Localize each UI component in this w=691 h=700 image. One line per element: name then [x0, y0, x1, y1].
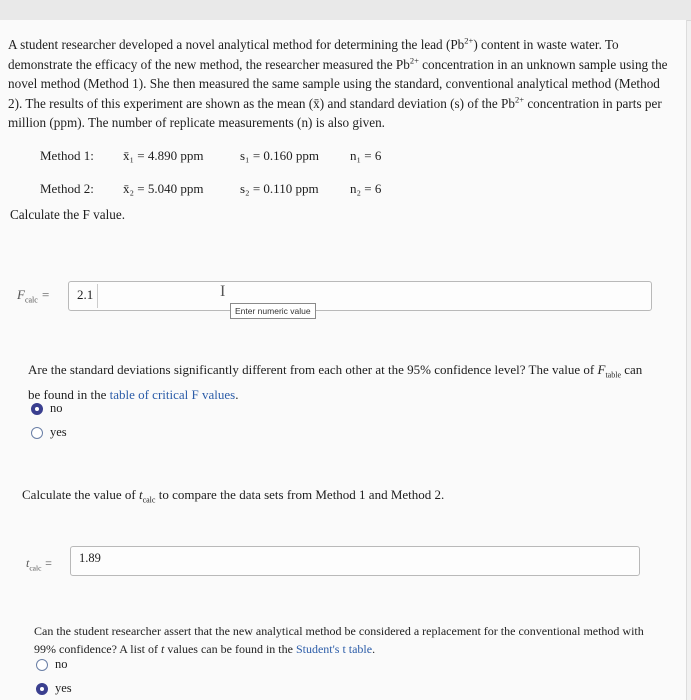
- sd-significance-question: Are the standard deviations significantly different from each other at the 95% confidence level? The value of $F_{table}$ can be found in the table of critical F values.: [28, 362, 643, 402]
- radio-unselected-icon[interactable]: [31, 427, 43, 439]
- input-divider: [97, 284, 98, 308]
- t-prompt: Calculate the value of $t_{calc}$ to compare the data sets from Method 1 and Method 2.: [22, 487, 445, 505]
- f-calc-label: $F_{calc}$ =: [17, 287, 50, 305]
- input-tooltip: Enter numeric value: [230, 303, 316, 319]
- radio-selected-icon[interactable]: [36, 683, 48, 695]
- f-calc-input[interactable]: [68, 281, 652, 311]
- sd-value: s₁ = 0.160 ppm: [240, 148, 320, 163]
- t-calc-label: $t_{calc}$ =: [26, 556, 53, 573]
- problem-statement: A student researcher developed a novel analytical method for determining the lead $(Pb^{2+})$ content in waste water. To demonstrate the efficacy of the new method, the researcher measured the $Pb^{2+}$ concentration in an unknown sample using the novel method (Method 1). She then measured the same sample using the standard, conventional analytical method (Method 2). The results of this experiment are shown as the mean (x̄) and standard deviation (s) of the $Pb^{2+}$ concentration in parts per million (ppm). The number of replicate measurements (n) is also given.: [8, 35, 668, 130]
- radio-unselected-icon[interactable]: [36, 659, 48, 671]
- n-value: n₂ = 6: [350, 181, 382, 196]
- method-label: Method 1:: [40, 148, 94, 163]
- top-strip: [0, 0, 691, 21]
- radio-option-no[interactable]: no: [31, 401, 63, 416]
- critical-f-table-link[interactable]: table of critical F values: [109, 386, 236, 402]
- text-cursor-icon: I: [220, 283, 226, 300]
- students-t-table-link[interactable]: Student's t table: [295, 642, 373, 656]
- method-label: Method 2:: [40, 181, 94, 196]
- radio-option-yes[interactable]: yes: [31, 425, 67, 440]
- t-calc-input[interactable]: [70, 546, 640, 576]
- mean-value: x̄₁ = 4.890 ppm: [123, 148, 204, 163]
- f-calc-value[interactable]: 2.1: [77, 287, 94, 302]
- t-calc-value[interactable]: 1.89: [79, 551, 101, 565]
- f-prompt: Calculate the F value.: [10, 207, 125, 222]
- radio-option-yes[interactable]: yes: [36, 681, 72, 696]
- replacement-question: Can the student researcher assert that the new analytical method be considered a replacement for the conventional method with 99% confidence? A list of t values can be found in the Student's t table.: [34, 624, 644, 656]
- mean-value: x̄₂ = 5.040 ppm: [123, 181, 204, 196]
- sd-value: s₂ = 0.110 ppm: [240, 181, 319, 196]
- radio-selected-icon[interactable]: [31, 403, 43, 415]
- radio-option-no[interactable]: no: [36, 657, 68, 672]
- n-value: n₁ = 6: [350, 148, 382, 163]
